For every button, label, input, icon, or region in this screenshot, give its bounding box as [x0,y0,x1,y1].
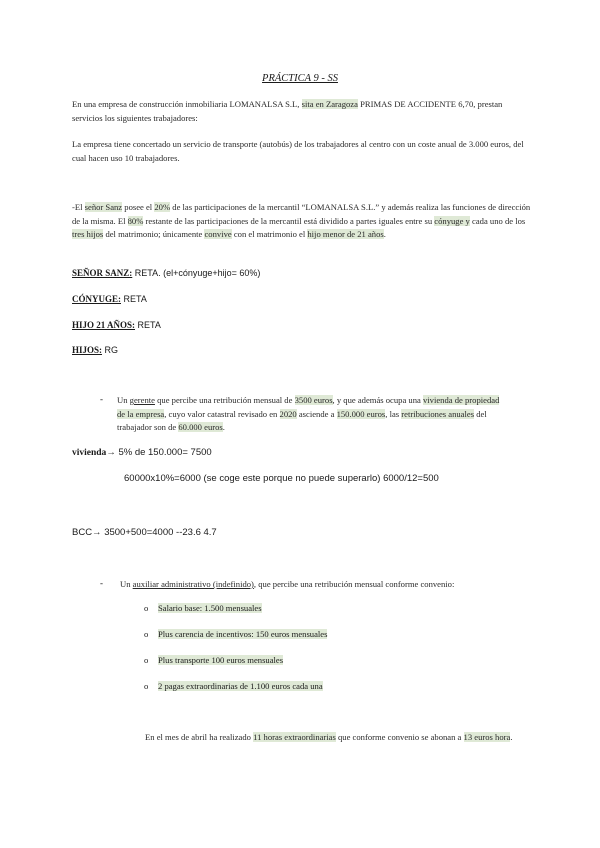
transport-paragraph: La empresa tiene concertado un servicio de transporte (autobús) de los trabajadores al centro con un coste anual de 3.000 euros, del cual hacen uso 10 trabajadores. [72,139,524,163]
highlight: 20% [154,202,171,212]
text: Un [120,579,131,589]
list-dash: - [100,394,103,404]
text: restante de las participaciones de la mercantil está dividido a partes iguales entre su [145,215,433,226]
highlight: 11 horas extraordinarias [253,732,336,742]
item-text: Salario base: 1.500 mensuales [158,603,262,613]
text: de las participaciones de la mercantil “LOMANALSA S.L.” y además realiza las funciones de dirección de la misma. El [72,202,531,226]
regime-value: RETA [121,294,147,304]
intro-text-2: PRIMAS DE ACCIDENTE 6,70, prestan servicios los siguientes trabajadores: [72,99,503,123]
highlight: convive [204,229,232,239]
highlight: cónyuge y [434,215,470,226]
text: . [510,732,513,742]
intro-location: sita en Zaragoza [301,99,358,109]
list-item [144,681,323,691]
text: del matrimonio; únicamente [105,229,203,239]
regime-conyuge [72,294,147,304]
calc-line-2: 60000x10%=6000 (se coge este porque no puede superarlo) 6000/12=500 [124,473,439,484]
underlined: auxiliar administrativo (indefinido) [132,579,254,589]
text: Un [117,395,128,405]
intro-paragraph [72,98,532,125]
text: , y que además ocupa una [332,395,421,405]
text: , cuyo valor catastral revisado en [164,408,278,419]
bullet-icon: o [144,681,149,691]
list-item [144,603,262,613]
calc-value: → 5% de 150.000= 7500 [106,447,212,458]
text: que conforme convenio se abonan a [338,732,462,742]
highlight: señor Sanz [84,202,123,212]
list-item [144,655,283,665]
highlight: hijo menor de 21 años [307,229,384,239]
text: -El [72,202,83,212]
regime-hijo-21 [72,320,161,330]
highlight: 150.000 euros [336,408,386,419]
text: con el matrimonio el [233,229,306,239]
item-text: Plus carencia de incentivos: 150 euros mensuales [158,629,328,639]
text: del trabajador son de [117,408,487,432]
item-text: Plus transporte 100 euros mensuales [158,655,284,665]
highlight: vivienda de propiedad de la empresa [117,395,500,419]
highlight: tres hijos [72,229,104,239]
text: asciende a [298,408,335,419]
bullet-icon: o [144,603,149,613]
regime-senor-sanz [72,268,260,278]
intro-text: En una empresa de construcción inmobiliaria LOMANALSA S.L, [72,99,300,109]
regime-label: SEÑOR SANZ: [72,268,133,278]
bullet-icon: o [144,655,149,665]
gerente-paragraph [117,394,502,435]
text: En el mes de abril ha realizado [145,732,251,742]
highlight: 80% [127,215,144,226]
text: cada uno de los [472,215,526,226]
text: . [222,422,225,432]
bullet-icon: o [144,629,149,639]
highlight: 60.000 euros [178,422,223,432]
regime-label: HIJO 21 AÑOS: [72,320,136,330]
regime-hijos [72,345,118,355]
list-item [144,629,327,639]
text: posee el [124,202,153,212]
regime-value: RETA. (el+cónyuge+hijo= 60%) [132,268,261,278]
regime-value: RG [102,345,119,355]
extra-hours-paragraph [145,731,515,745]
highlight: 13 euros hora [463,732,511,742]
regime-label: CÓNYUGE: [72,294,121,304]
text: . [383,229,386,239]
participation-paragraph [72,201,532,242]
text: que percibe una retribución mensual de [157,395,293,405]
regime-label: HIJOS: [72,345,103,355]
highlight: retribuciones anuales [401,408,475,419]
highlight: 2020 [279,408,297,419]
regime-value: RETA [135,320,161,330]
underlined: gerente [129,395,155,405]
text: , las [385,408,400,419]
text: , que percibe una retribución mensual conforme convenio: [253,579,455,589]
page-title: PRÁCTICA 9 - SS [262,73,338,84]
auxiliar-paragraph [120,578,540,592]
highlight: 3500 euros [294,395,333,405]
calc-bcc: BCC→ 3500+500=4000 --23.6 4.7 [72,527,217,538]
list-dash: - [100,578,103,588]
calc-label: vivienda [72,448,107,458]
calc-vivienda [72,447,212,458]
item-text: 2 pagas extraordinarias de 1.100 euros cada una [158,681,323,691]
